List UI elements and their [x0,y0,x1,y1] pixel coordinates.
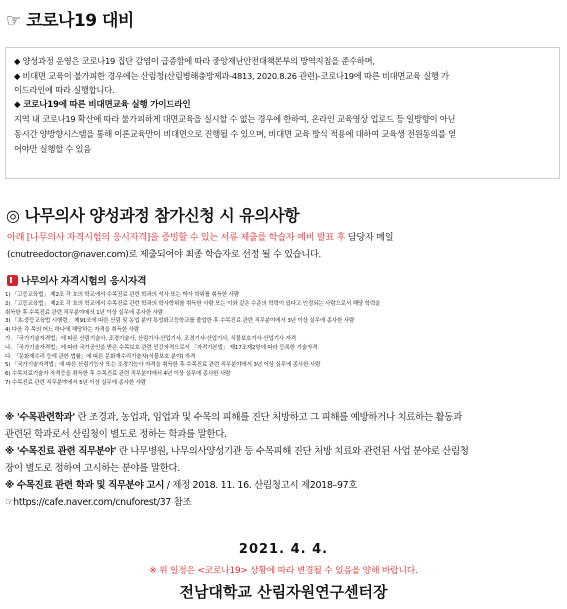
notice-line-2: (cnutreedoctor@naver.com)로 제출되어야 최종 학습자로 선정 될 수 있습니다. [7,248,322,260]
list-item: 1) 「고등교육법」 제2조 각 호의 학교에서 수목진료 관련 학과의 석사 또는 박사 학위를 취득한 사람 [5,292,240,298]
guideline-line: 어야만 실행할 수 있음 [14,143,92,154]
reference-link[interactable]: ☞https://cafe.naver.com/cnuforest/37 참조 [5,497,192,508]
list-item: 6) 수목치료기술자 자격증을 취득한 후 수목진료 관련 직무분야에서 4년 이상 실무에 종사한 사람 [5,371,231,378]
section-corona-title: ☞ 코로나19 대비 [6,11,134,31]
guideline-subheading: ◆ 코로나19에 따른 비대면교육 실행 가이드라인 [14,99,191,110]
qualification-title: 나무의사 자격시험의 응시자격 [21,276,147,287]
organization-name: 전남대학교 산림자원연구센터장 [179,583,388,601]
schedule-warning: ※ 위 일정은 <코로나19> 상황에 따라 변경될 수 있음을 양해 바랍니다. [149,566,418,576]
list-item: 7) 수목진료 관련 직무분야에서 5년 이상 실무에 종사한 사람 [5,379,147,386]
definition-term: ※ '수목관련학과' [5,412,75,423]
list-item: 5) 「국가기술자격법」에 따른 산림기능사 또는 조경기능사 자격을 취득한 후 수목진료 관련 직무분야에서 3년 이상 실무에 종사한 사람 [5,362,321,369]
qualification-list [5,291,380,388]
qualification-heading [7,273,146,287]
list-item: 가. 「국가기술자격법」에 따른 산림기술사, 조경기술사, 산림기사·산업기사, 조경기사·산업기사, 식물보호기사·산업기사 자격 [5,335,297,342]
definition-text: 란 나무병원, 나무의사양성기관 등 수목피해 진단 처방 치료와 관련된 사업 분야로 산림청 [118,446,469,457]
definition-text: 장이 별도로 정하여 고시하는 분야를 말한다. [5,463,180,474]
list-item: 3) 「초·중등교육법 시행령」 제91조에 따른 산림 및 농업 분야 특성화고등학교를 졸업한 후 수목진료 관련 직무분야에서 3년 이상 실무에 종사한 사람 [5,318,355,325]
definition-text: 란 조경과, 농업과, 임업과 및 수목의 피해를 진단 처방하고 그 피해를 예방하거나 치료하는 활동과 [77,412,462,423]
list-item: 취득한 후 수목진료 관련 직무분야에서 1년 이상 실무에 종사한 사람 [5,309,164,316]
guideline-line: ◆ 양성과정 운영은 코로나19 집단 감염이 급증함에 따라 중앙재난안전대책본부의 방역지침을 준수하며, [14,56,375,66]
list-item: 다. 「문화재수리 등에 관한 법률」에 따른 문화재수리기술자(식물보호 분야) 자격 [5,353,196,360]
list-item: 4) 다음 각 목의 어느 하나에 해당하는 자격을 취득한 사람 [5,327,140,334]
list-item: 나. 「국가기술자격법」에 따라 국가공인을 받은 수목보호 관련 민간자격으로서 「자격기본법」 제17조제2항에 따라 등록한 기술자격 [5,344,318,351]
guideline-line: 동시간 양방향시스템을 통해 이론교육만이 비대면으로 진행될 수 있으며, 비대면 교육 방식 적용에 대하여 교육생 전원동의를 얻 [14,128,456,139]
application-notice [7,230,393,263]
definition-term: ※ '수목진료 관련 직무분야' [5,446,117,457]
list-item: 2) 「고등교육법」 제2조 각 호의 학교에서 수목진료 관련 학과의 학사학위를 취득한 사람 또는 이와 같은 수준의 학력이 있다고 인정되는 사람으로서 해당 학력을 [5,300,381,307]
notice-red-text: 아래 [나무의사 자격시험의 응시자격]을 증빙할 수 있는 서류 제출를 학습자 예비 발표 후 [7,232,346,243]
guideline-line: 지역 내 코로나19 확산에 따라 불가피하게 대면교육을 실시할 수 없는 경우에 한하여, 온라인 교육영상 업로드 등 일방향이 아닌 [14,114,456,125]
flag-icon [7,275,18,286]
definitions-block [5,409,469,511]
guideline-line: ◆ 비대면 교육이 불가피한 경우에는 산림청(산림병해충방제과-4813, 2020.8.26 관련)-코로나19에 따른 비대면교육 실행 가 [14,70,449,81]
guideline-line: 이드라인에 따라 실행합니다. [14,85,115,96]
definition-term: ※ 수목진료 관련 학과 및 직무분야 고시 [5,480,165,491]
section-application-title: ◎ 나무의사 양성과정 참가신청 시 유의사항 [6,206,300,225]
definition-text: 관련된 학과로서 산림청이 별도로 정하는 학과를 말한다. [5,429,227,440]
notice-text: 담당자 메일 [345,232,394,243]
definition-text: / 제정 2018. 11. 16. 산림청고시 제2018–97호 [164,480,358,491]
notice-date: 2021. 4. 4. [238,542,329,557]
corona-guidelines-box [5,47,560,179]
